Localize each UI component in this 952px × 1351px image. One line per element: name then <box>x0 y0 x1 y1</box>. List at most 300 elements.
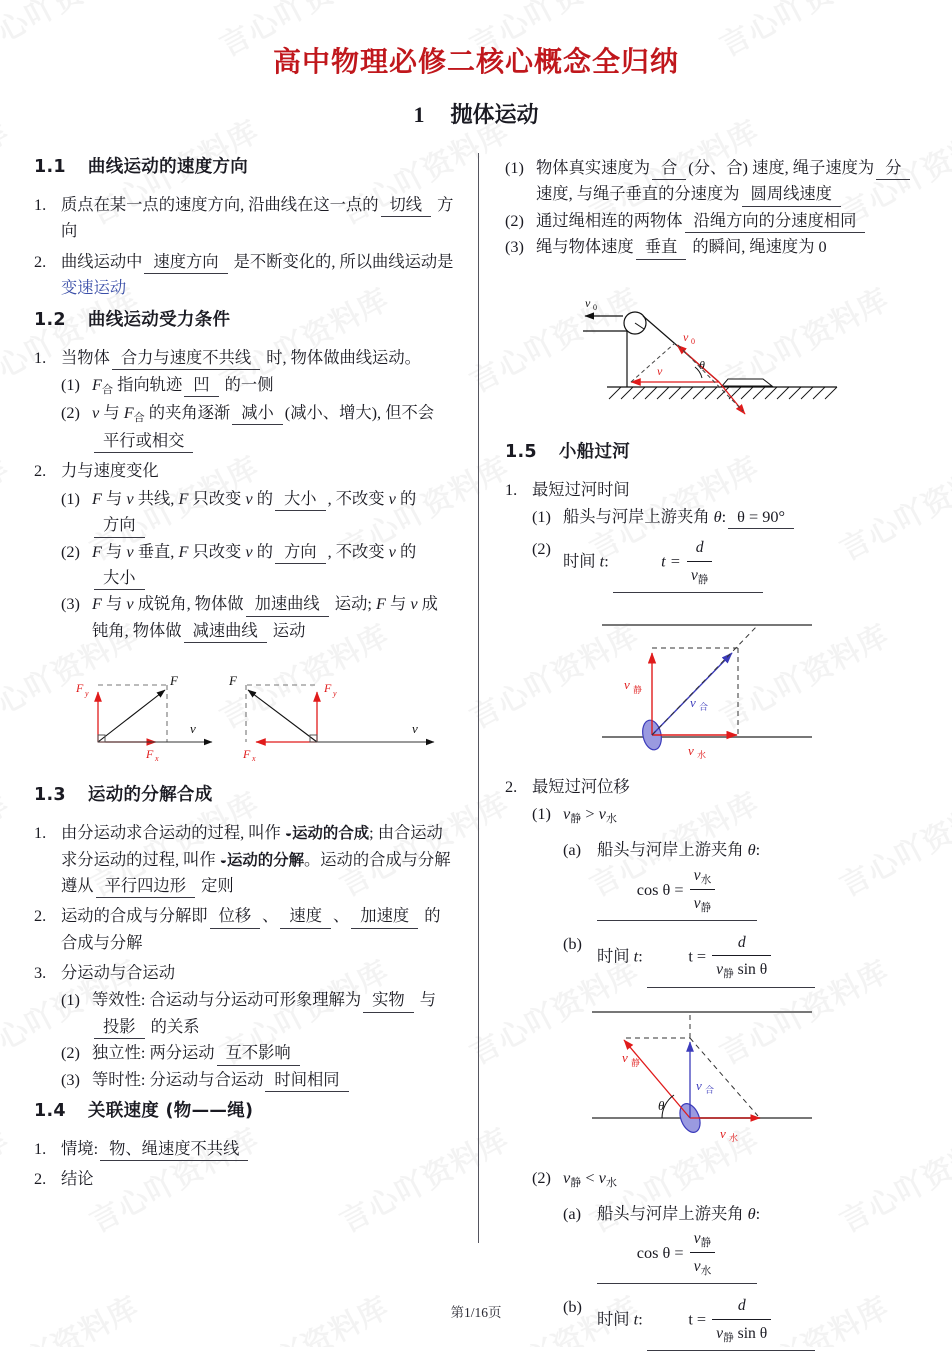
list-item <box>34 1136 454 1162</box>
svg-text:v: v <box>656 363 662 378</box>
lead-marker-icon: ◒ <box>284 826 293 841</box>
chapter-number: 1 <box>413 102 425 127</box>
svg-text:0: 0 <box>690 336 695 346</box>
text: 与 <box>103 402 120 422</box>
list-item <box>563 1201 918 1285</box>
sublist <box>532 504 918 593</box>
text: 的合成与分解 <box>61 906 441 952</box>
svg-text:F: F <box>324 681 332 696</box>
list-marker: 2. <box>34 251 47 271</box>
list-item <box>34 345 454 455</box>
text: : <box>721 506 727 526</box>
text: 定则 <box>201 875 234 895</box>
symbol-sub: 水 <box>700 1266 712 1278</box>
text: 指向轨迹 <box>117 374 183 394</box>
symbol-F: F <box>375 594 386 614</box>
symbol-v: v <box>716 961 724 979</box>
list-item <box>505 155 918 208</box>
text: , 不改变 <box>327 488 385 508</box>
list-marker: (3) <box>61 1069 80 1089</box>
text: 运动的合成与分解即 <box>61 906 208 926</box>
section-heading-1-1 <box>34 153 454 178</box>
formula-lhs: cos θ = <box>636 1242 684 1262</box>
list-marker: (2) <box>532 539 551 559</box>
list-item <box>532 801 918 987</box>
chapter-name: 抛体运动 <box>450 102 539 127</box>
symbol-sub: 静 <box>700 1238 712 1250</box>
svg-text:水: 水 <box>696 750 706 759</box>
symbol-sub: 合 <box>101 384 114 397</box>
text: 速度, 绳子速度为 <box>752 158 875 177</box>
text: 船头与河岸上游夹角 <box>563 506 710 526</box>
svg-text:v: v <box>190 721 196 737</box>
text: 与 <box>106 541 123 561</box>
text: 、 <box>333 906 350 926</box>
list-item <box>34 458 454 644</box>
list-item <box>34 903 454 956</box>
answer-blank: 投影 <box>94 1017 145 1039</box>
list-marker: 1. <box>34 195 47 214</box>
svg-text:v: v <box>689 694 696 710</box>
text: 最短过河位移 <box>532 776 630 796</box>
list-marker: (1) <box>61 488 80 508</box>
list-marker: (1) <box>505 158 524 177</box>
symbol-F: F <box>92 594 102 614</box>
list-1-4-continued <box>505 155 918 261</box>
svg-text:x: x <box>252 754 256 764</box>
section-heading-1-4 <box>34 1097 454 1122</box>
svg-text:v: v <box>682 329 688 344</box>
text: (减小、增大), 但不会 <box>284 402 435 422</box>
text: 运动 <box>272 620 306 640</box>
list-item <box>34 249 454 302</box>
text: , 不改变 <box>327 541 385 561</box>
answer-blank: 时间相同 <box>265 1070 348 1092</box>
answer-blank: 圆周线速度 <box>742 184 841 206</box>
svg-text:v: v <box>412 721 418 737</box>
list-marker: (1) <box>532 804 551 824</box>
boat-crossing-diagram-2-svg <box>562 1000 862 1150</box>
list-item <box>34 820 454 899</box>
figure-boat-min-displacement <box>505 1000 918 1155</box>
text: 垂直, <box>137 541 175 561</box>
svg-text:y: y <box>85 689 89 699</box>
text: 等时性: 分运动与合运动 <box>92 1069 264 1089</box>
symbol-theta: θ <box>747 840 756 860</box>
list-marker: 1. <box>34 1139 47 1159</box>
svg-text:F: F <box>243 747 251 762</box>
text: 质点在某一点的速度方向, 沿曲线在这一点的 <box>61 195 379 214</box>
symbol-sub: 合 <box>133 412 145 425</box>
text: 的关系 <box>150 1016 200 1036</box>
symbol-t: t <box>633 946 639 966</box>
svg-text:水: 水 <box>728 1133 738 1144</box>
list-1-3 <box>34 820 454 1093</box>
answer-blank: 大小 <box>94 568 145 590</box>
symbol-F: F <box>178 488 189 508</box>
text: : <box>755 1203 761 1223</box>
text: : <box>755 840 761 860</box>
formula-lhs: t = <box>688 1309 707 1329</box>
list-item <box>505 208 918 234</box>
list-item <box>563 837 918 921</box>
symbol-v: v <box>716 1324 724 1342</box>
section-heading-1-2 <box>34 306 454 331</box>
operator: < <box>585 1167 595 1187</box>
symbol-t: t <box>633 1309 639 1329</box>
force-diagram-obtuse <box>228 673 434 763</box>
list-item <box>505 477 918 593</box>
answer-blank-formula <box>613 536 763 593</box>
list-item <box>61 1040 454 1066</box>
text: 曲线运动中 <box>61 251 143 271</box>
symbol-theta: θ <box>747 1203 756 1223</box>
symbol-sub: 水 <box>605 1176 617 1189</box>
symbol-v: v <box>693 1230 701 1248</box>
text: 的一侧 <box>224 374 274 394</box>
fraction-denominator <box>690 1252 716 1280</box>
symbol-v: v <box>693 1258 701 1276</box>
list-marker: 1. <box>34 823 47 843</box>
svg-text:静: 静 <box>630 1058 640 1069</box>
symbol-sub: 静 <box>570 1176 582 1189</box>
text: 时间 <box>597 1309 630 1329</box>
symbol-v: v <box>245 488 253 508</box>
text: 。运动的合成与分解遵从 <box>61 849 451 895</box>
list-item <box>563 931 918 988</box>
answer-blank: 位移 <box>210 906 261 928</box>
section-title: 运动的分解合成 <box>87 785 213 806</box>
text: 运动; <box>334 594 372 614</box>
sublist <box>61 486 454 644</box>
answer-blank: 减小 <box>232 403 283 425</box>
text: 当物体 <box>61 347 110 367</box>
text: 最短过河时间 <box>532 479 630 499</box>
text: 只改变 <box>192 541 242 561</box>
text: : <box>638 946 643 966</box>
svg-text:v: v <box>719 1125 726 1141</box>
text: 共线, <box>137 488 175 508</box>
fraction <box>687 535 713 589</box>
answer-blank: 速度方向 <box>144 252 227 274</box>
figure-force-decomposition <box>34 654 454 771</box>
text: 的 <box>399 541 417 561</box>
list-marker: 2. <box>34 461 47 481</box>
symbol-v: v <box>563 1167 571 1187</box>
text: 绳与物体速度 <box>536 237 634 257</box>
symbol-theta: θ <box>713 506 722 526</box>
text: 独立性: 两分运动 <box>92 1043 215 1063</box>
symbol-v: v <box>388 488 396 508</box>
svg-text:v: v <box>623 676 630 692</box>
section-title: 曲线运动受力条件 <box>87 309 231 330</box>
list-marker: 1. <box>505 479 518 499</box>
text: 方向 <box>61 195 454 241</box>
svg-text:v: v <box>695 1077 702 1093</box>
symbol-t: t <box>599 551 605 571</box>
answer-blank: 沿绳方向的分速度相同 <box>685 211 866 233</box>
answer-blank: 凹 <box>184 375 218 397</box>
chapter-heading <box>0 98 952 129</box>
symbol-v: v <box>126 488 134 508</box>
text: 力与速度变化 <box>61 461 159 481</box>
list-1-5-2 <box>505 774 918 988</box>
answer-blank-formula <box>647 931 815 988</box>
svg-text:F: F <box>170 673 178 689</box>
trig: sin θ <box>737 1324 768 1342</box>
symbol-v: v <box>388 541 396 561</box>
list-item <box>34 1166 454 1192</box>
text: 船头与河岸上游夹角 <box>597 1203 744 1223</box>
symbol-sub: 静 <box>697 574 709 586</box>
list-marker: (2) <box>505 210 524 230</box>
figure-boat-min-time <box>505 609 918 764</box>
section-number: 1.1 <box>34 157 66 177</box>
symbol-F: F <box>123 402 134 422</box>
symbol-v: v <box>693 894 701 912</box>
formula-lhs: t = <box>661 551 681 571</box>
fraction-numerator <box>690 1226 716 1252</box>
svg-text:v: v <box>621 1049 628 1065</box>
list-marker: (1) <box>532 506 551 526</box>
text: 结论 <box>61 1169 94 1189</box>
answer-blank: 物、绳速度不共线 <box>100 1139 248 1161</box>
text: 等效性: 合运动与分运动可形象理解为 <box>92 990 362 1010</box>
symbol-sub: 静 <box>723 969 734 981</box>
svg-text:x: x <box>155 754 159 764</box>
list-marker: (a) <box>563 840 582 860</box>
fraction-numerator <box>690 863 716 889</box>
fraction-denominator <box>712 955 771 983</box>
text: 与 <box>106 488 123 508</box>
force-vector-diagrams-svg <box>34 654 454 766</box>
answer-blank: 方向 <box>275 542 326 564</box>
rope-pulley-diagram-svg <box>547 283 877 423</box>
fraction-denominator <box>690 889 716 917</box>
answer-blank: 速度 <box>280 906 331 928</box>
text: 与 <box>389 594 407 614</box>
list-item <box>61 1067 454 1093</box>
text: 成锐角, 物体做 <box>137 594 244 614</box>
lead-marker-icon: ◒ <box>219 852 228 867</box>
list-item <box>61 486 454 539</box>
text: 情境: <box>61 1139 99 1159</box>
text: (分、合) <box>688 158 748 177</box>
list-1-1 <box>34 192 454 302</box>
list-item <box>532 1165 918 1351</box>
answer-blank-formula <box>597 864 757 921</box>
answer-blank: 加速曲线 <box>246 594 329 616</box>
answer-blank: 实物 <box>363 990 414 1012</box>
list-marker: (1) <box>61 990 80 1010</box>
sublist <box>532 801 918 987</box>
text: 的 <box>256 488 274 508</box>
text: 是不断变化的, 所以曲线运动是 <box>233 251 454 271</box>
symbol-v: v <box>126 541 134 561</box>
symbol-sub: 静 <box>700 902 712 914</box>
answer-blank: 合力与速度不共线 <box>112 348 260 370</box>
svg-text:0: 0 <box>592 302 597 312</box>
section-number: 1.5 <box>505 441 537 462</box>
text: 时, 物体做曲线运动。 <box>266 347 421 367</box>
svg-text:F: F <box>146 747 154 762</box>
answer-blank: 分 <box>876 158 910 180</box>
sublist <box>61 372 454 454</box>
fraction-denominator <box>712 1319 771 1347</box>
text: 分运动与合运动 <box>61 963 175 983</box>
svg-text:F: F <box>76 681 84 696</box>
figure-rope-pulley <box>505 283 918 428</box>
answer-blank: 减速曲线 <box>184 621 267 643</box>
svg-text:合: 合 <box>698 702 708 713</box>
list-item <box>34 960 454 1093</box>
answer-blank: 切线 <box>381 195 432 217</box>
list-marker: (2) <box>61 402 80 422</box>
formula-lhs: cos θ = <box>636 879 684 899</box>
page-title: 高中物理必修二核心概念全归纳 <box>272 47 679 78</box>
list-marker: 2. <box>34 906 47 926</box>
list-marker: 2. <box>34 1169 47 1189</box>
fraction-numerator: d <box>737 934 746 952</box>
text: 的夹角逐渐 <box>148 402 231 422</box>
list-1-5 <box>505 477 918 593</box>
section-number: 1.3 <box>34 785 66 806</box>
text: 物体真实速度为 <box>536 158 650 177</box>
sublist <box>563 1201 918 1351</box>
list-marker: (2) <box>61 541 80 561</box>
answer-blank: 平行四边形 <box>96 876 195 898</box>
highlight-text: 变速运动 <box>61 278 127 298</box>
operator: > <box>585 804 595 824</box>
list-1-4 <box>34 1136 454 1193</box>
answer-blank: 方向 <box>94 515 145 537</box>
symbol-F: F <box>178 541 189 561</box>
list-item <box>532 536 918 593</box>
svg-text:静: 静 <box>632 685 642 696</box>
text: : <box>638 1309 643 1329</box>
text: 的 <box>256 541 274 561</box>
list-marker: 2. <box>505 776 518 796</box>
symbol-v: v <box>563 804 571 824</box>
section-title: 曲线运动的速度方向 <box>87 157 249 177</box>
text: : <box>604 551 609 571</box>
text: 时间 <box>597 946 630 966</box>
text: 船头与河岸上游夹角 <box>597 840 744 860</box>
text: 由分运动求合运动的过程, 叫作 <box>61 823 281 843</box>
symbol-sub: 静 <box>723 1332 734 1344</box>
symbol-v: v <box>245 541 253 561</box>
section-number: 1.2 <box>34 309 66 330</box>
fraction <box>712 930 771 984</box>
list-marker: (3) <box>505 237 524 257</box>
section-title: 小船过河 <box>558 441 631 462</box>
boat-crossing-diagram-1-svg <box>562 609 862 759</box>
answer-blank: θ = 90° <box>728 507 794 529</box>
svg-text:y: y <box>333 689 337 699</box>
svg-text:θ: θ <box>657 1097 664 1113</box>
list-marker: (3) <box>61 594 80 614</box>
fraction-denominator <box>687 561 713 589</box>
text: 与 <box>419 990 437 1010</box>
emphasis-text: 运动的合成 <box>292 824 370 843</box>
symbol-v: v <box>410 594 418 614</box>
left-column <box>34 153 476 1243</box>
list-item <box>61 539 454 592</box>
list-item <box>61 400 454 454</box>
svg-text:合: 合 <box>704 1085 714 1096</box>
symbol-v: v <box>598 804 606 824</box>
list-marker: 1. <box>34 347 47 367</box>
symbol-v: v <box>92 402 100 422</box>
list-marker: (b) <box>563 1297 582 1317</box>
svg-text:v: v <box>584 295 590 310</box>
symbol-v: v <box>690 566 698 584</box>
symbol-F: F <box>92 374 102 394</box>
answer-blank: 合 <box>652 158 686 180</box>
fraction <box>690 1226 716 1280</box>
section-heading-1-3 <box>34 781 454 806</box>
list-item <box>61 591 454 644</box>
text: 只改变 <box>192 488 242 508</box>
list-marker: (2) <box>61 1043 80 1063</box>
trig: sin θ <box>737 961 768 979</box>
symbol-v: v <box>598 1167 606 1187</box>
fraction-numerator: d <box>737 1297 746 1315</box>
text: 时间 <box>563 551 596 571</box>
answer-blank: 加速度 <box>351 906 418 928</box>
list-marker: (a) <box>563 1203 582 1223</box>
formula-lhs: t = <box>688 946 707 966</box>
svg-text:F: F <box>229 673 237 689</box>
symbol-sub: 水 <box>605 813 617 826</box>
emphasis-text: 运动的分解 <box>227 850 304 869</box>
force-diagram-acute <box>75 673 212 763</box>
section-number: 1.4 <box>34 1101 66 1122</box>
text: ; 由合运动求分运动的过程, 叫作 <box>61 823 443 869</box>
text: 、 <box>262 906 279 926</box>
list-item <box>505 774 918 988</box>
symbol-F: F <box>92 488 102 508</box>
list-item <box>61 372 454 400</box>
section-title: 关联速度 (物——绳) <box>87 1101 254 1122</box>
fraction-numerator: d <box>695 539 704 557</box>
answer-blank: 大小 <box>275 489 326 511</box>
answer-blank: 垂直 <box>636 237 687 259</box>
text: 的 <box>399 488 417 508</box>
symbol-sub: 静 <box>570 813 582 826</box>
symbol-sub: 水 <box>700 874 712 886</box>
answer-blank: 平行或相交 <box>94 431 193 453</box>
sublist <box>563 837 918 987</box>
answer-blank: 互不影响 <box>217 1043 300 1065</box>
text: 速度, 与绳子垂直的分速度为 <box>536 184 740 204</box>
section-heading-1-5 <box>505 438 918 463</box>
text: 的瞬间, 绳速度为 0 <box>692 237 827 257</box>
fraction <box>690 863 716 917</box>
text: 成钝角, 物体做 <box>92 594 438 640</box>
list-1-5-2-2 <box>532 1165 918 1351</box>
symbol-v: v <box>126 594 134 614</box>
svg-text:v: v <box>687 742 694 758</box>
list-item <box>505 234 918 260</box>
page-footer: 第1/16页 <box>450 1305 502 1320</box>
symbol-v: v <box>693 866 701 884</box>
text: 与 <box>106 594 123 614</box>
list-marker: 3. <box>34 963 47 983</box>
answer-blank-formula <box>597 1227 757 1284</box>
column-divider <box>478 153 479 1243</box>
symbol-F: F <box>92 541 102 561</box>
